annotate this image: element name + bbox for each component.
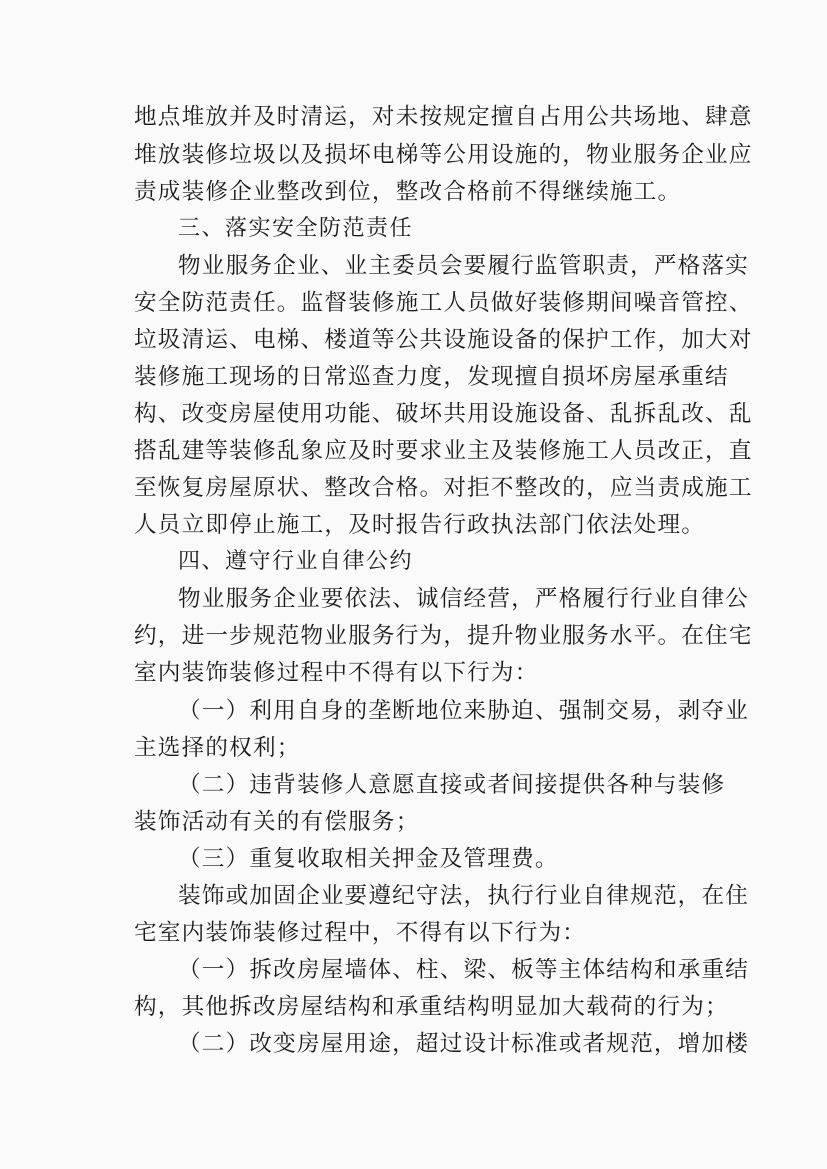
section-heading: 三、落实安全防范责任 — [178, 216, 414, 241]
paragraph-line: 垃圾清运、电梯、楼道等公共设施设备的保护工作，加大对 — [134, 327, 753, 353]
list-item-line: （一）拆改房屋墙体、柱、梁、板等主体结构和承重结 — [178, 957, 750, 983]
paragraph-line: 装饰活动有关的有偿服务； — [134, 809, 420, 835]
paragraph-line: 物业服务企业、业主委员会要履行监管职责，严格落实 — [178, 253, 750, 279]
paragraph-line: 室内装饰装修过程中不得有以下行为： — [134, 660, 539, 686]
section-heading: 四、遵守行业自律公约 — [178, 549, 414, 574]
paragraph-line: 约，进一步规范物业服务行为，提升物业服务水平。在住宅 — [134, 623, 753, 649]
paragraph-line: 人员立即停止施工，及时报告行政执法部门依法处理。 — [134, 512, 706, 538]
list-item-line: （一）利用自身的垄断地位来胁迫、强制交易，剥夺业 — [178, 698, 750, 724]
paragraph-line: 宅室内装饰装修过程中，不得有以下行为： — [134, 920, 587, 946]
paragraph-line: 堆放装修垃圾以及损坏电梯等公用设施的，物业服务企业应 — [134, 142, 753, 168]
paragraph-line: 责成装修企业整改到位，整改合格前不得继续施工。 — [134, 179, 682, 205]
list-item-line: （二）违背装修人意愿直接或者间接提供各种与装修 — [178, 772, 726, 798]
paragraph-line: 主选择的权利； — [134, 735, 301, 761]
list-item-line: （三）重复收取相关押金及管理费。 — [178, 846, 559, 872]
list-item-line: （二）改变房屋用途，超过设计标准或者规范，增加楼 — [178, 1031, 750, 1057]
paragraph-line: 构，其他拆改房屋结构和承重结构明显加大载荷的行为； — [134, 994, 729, 1020]
paragraph-line: 搭乱建等装修乱象应及时要求业主及装修施工人员改正，直 — [134, 438, 753, 464]
paragraph-line: 地点堆放并及时清运，对未按规定擅自占用公共场地、肆意 — [134, 104, 753, 130]
paragraph-line: 安全防范责任。监督装修施工人员做好装修期间噪音管控、 — [134, 290, 753, 316]
paragraph-line: 构、改变房屋使用功能、破坏共用设施设备、乱拆乱改、乱 — [134, 401, 753, 427]
paragraph-line: 装修施工现场的日常巡查力度，发现擅自损坏房屋承重结 — [134, 364, 729, 390]
paragraph-line: 装饰或加固企业要遵纪守法，执行行业自律规范，在住 — [178, 883, 750, 909]
paragraph-line: 物业服务企业要依法、诚信经营，严格履行行业自律公 — [178, 586, 750, 612]
paragraph-line: 至恢复房屋原状、整改合格。对拒不整改的，应当责成施工 — [134, 475, 753, 501]
